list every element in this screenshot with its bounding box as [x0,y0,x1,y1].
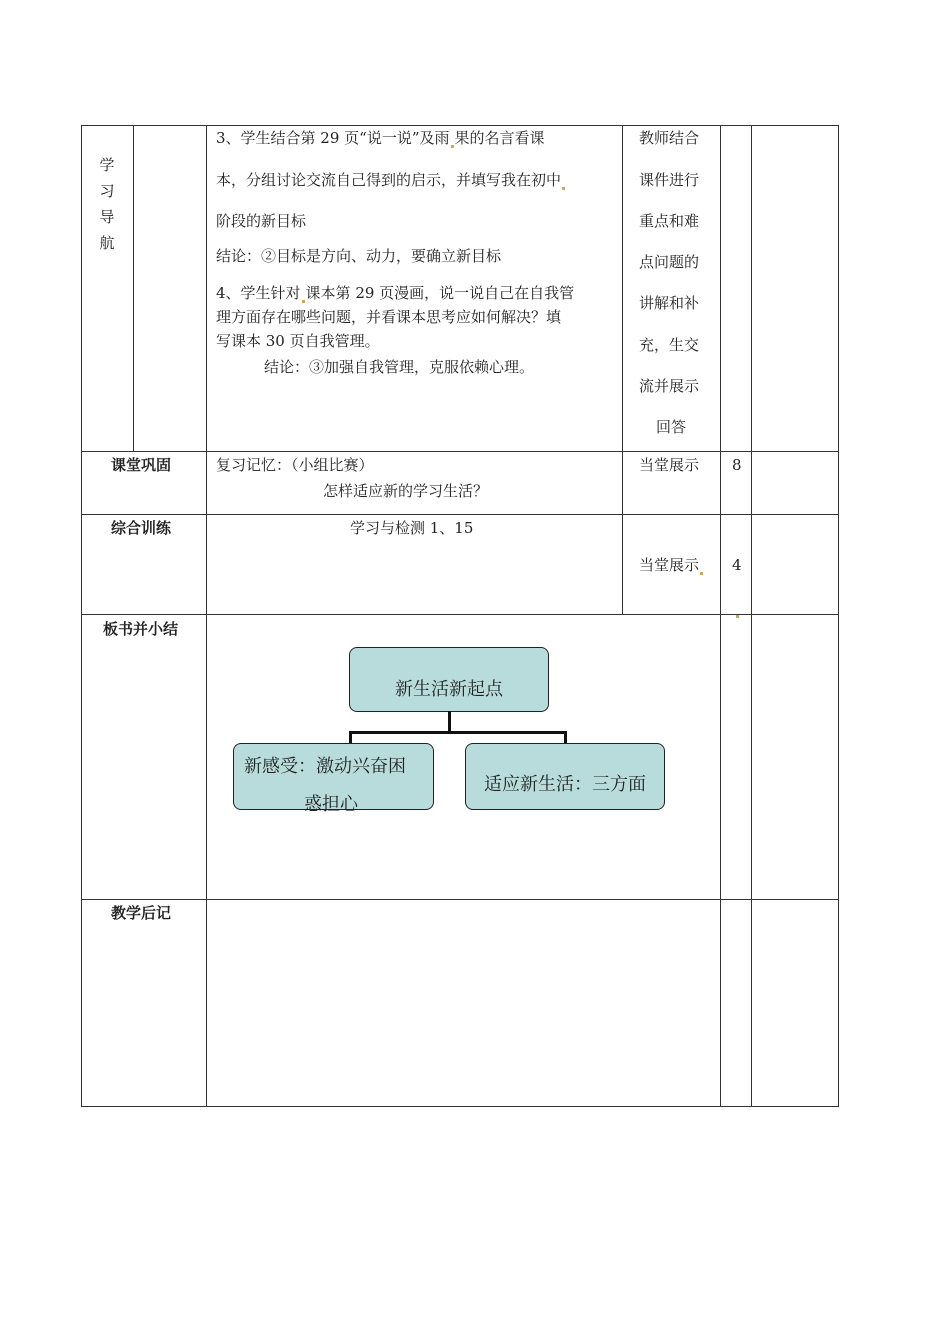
column-divider [622,125,623,615]
diagram-left-label-cont: 惑担心 [304,794,358,815]
table-left-border [81,125,82,1107]
training-content: 学习与检测 1、15 [350,519,474,537]
content-line: 理方面存在哪些问题，并看课本思考应如何解决？填 [216,308,562,326]
highlight-mark [562,187,565,190]
content-line: 3、学生结合第 29 页“说一说”及雨 果的名言看课 [216,129,545,147]
content-line: 阶段的新目标 [216,212,307,230]
row-label-board: 板书并小结 [103,620,179,638]
diagram-connector [349,731,567,734]
table-right-border [838,125,839,1107]
diagram-root-node: 新生活新起点 [349,647,549,712]
highlight-mark [700,572,703,575]
diagram-right-node: 适应新生活：三方面 [465,743,665,810]
content-line: 写课本 30 页自我管理。 [216,332,380,350]
teacher-line: 充，生交 [639,336,700,354]
consolidate-line1: 复习记忆：（小组比赛） [216,456,374,474]
highlight-mark [736,615,739,618]
content-line: 结论：②目标是方向、动力，要确立新目标 [216,247,502,265]
table-bottom-border [81,1106,839,1107]
teacher-line: 教师结合 [639,129,700,147]
teacher-line: 重点和难 [639,212,700,230]
row-label-study-guide: 学 习 导 航 [99,156,115,252]
content-line: 本，分组讨论交流自己得到的启示，并填写我在初中 [216,170,566,190]
teacher-line: 课件进行 [639,171,700,189]
row-label-notes: 教学后记 [111,904,172,922]
teacher-line: 讲解和补 [639,294,700,312]
column-divider [133,125,134,451]
column-divider [206,125,207,1107]
training-minutes: 4 [732,556,742,574]
diagram-left-label: 新感受：激动兴奋困 [244,756,406,777]
content-line: 结论：③加强自我管理，克服依赖心理。 [264,358,535,376]
teacher-line: 回答 [656,418,687,436]
diagram-connector [448,711,451,733]
row-divider [81,514,839,515]
content-line: 4、学生针对 课本第 29 页漫画，说一说自己在自我管 [216,284,575,302]
consolidate-method: 当堂展示 [639,456,700,474]
consolidate-line2: 怎样适应新的学习生活？ [323,482,489,500]
row-divider [81,451,839,452]
teacher-line: 流并展示 [639,377,700,395]
teacher-line: 点问题的 [639,253,700,271]
highlight-mark [302,300,305,303]
row-divider [81,614,839,615]
row-label-training: 综合训练 [111,519,172,537]
training-method: 当堂展示 [639,555,704,575]
row-label-consolidate: 课堂巩固 [111,456,172,474]
column-divider [751,125,752,1107]
table-top-border [81,125,839,126]
consolidate-minutes: 8 [732,456,742,474]
highlight-mark [451,145,454,148]
column-divider [720,125,721,1107]
row-divider [81,899,839,900]
